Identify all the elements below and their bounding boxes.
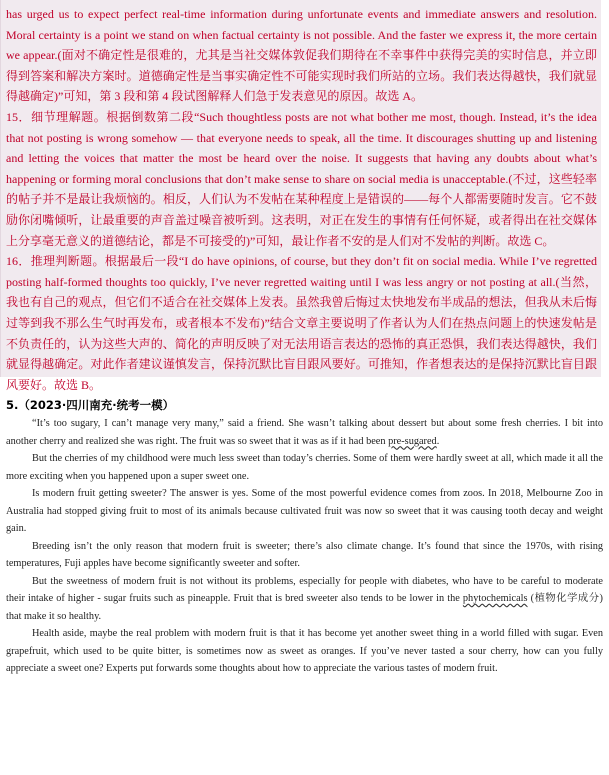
passage-paragraph-5	[6, 573, 603, 626]
answer-explanation-block	[0, 0, 601, 392]
passage-paragraph-6: Health aside, maybe the real problem with modern fruit is that it has become yet another sweet thing in a world filled with sugar. Even grapefruit, which used to be quite bitter, is sometimes now as sweet as oranges. If you’ve never tasted a sour cherry, how can you fully appreciate a sweet one? Experts put forwards some thoughts about how to appreciate the various tastes of modern fruit.	[6, 628, 603, 674]
paragraph-1-end: .	[436, 435, 440, 447]
paragraph-5-text: But the sweetness of modern fruit is not without its problems, especially for people with diabetes, who have to be careful to moderate their intake of higher - sugar fruits such as pineapple. Fruit that is bred sweeter also tends to be lower in the	[6, 575, 603, 604]
explanation-question-14: has urged us to expect perfect real-time information during unfortunate events and immediate answers and resolution. Moral certainty is a point we stand on when factual certainty is not possible. And the faster we express it, the more certain we appear.(面对不确定性是很难的，尤其是当社交媒体敦促我们期待在不幸事件中获得完美的实时信息，并立即得到答案和解决方案时。道德确定性是当事实确定性不可能实现时我们所站的立场。我们表达得越快，我们就显得越确定)”可知，第 3 段和第 4 段试图解释人们急于发表意见的原因。故选 A。	[6, 7, 597, 104]
reading-passage	[6, 396, 603, 678]
question-title: 5.（2023·四川南充·统考一模）	[6, 398, 175, 412]
explanation-question-16: 16．推理判断题。根据最后一段“I do have opinions, of course, but they don’t fit on social media. While I’ve regretted posting half-formed thoughts too quickly, I’ve never regretted waiting until I was less angry or not posting at all.(当然，我也有自己的观点，但它们不适合在社交媒体上发表。虽然我曾后悔过太快地发布半成品的想法，但我从未后悔过等到我不那么生气时再发布，或者根本不发布)”结合文章主要说明了作者认为人们在热点问题上的快速发帖是不负责任的，认为这些大声的、简化的声明反映了对无法用语言表达的恐怖的真正恐惧，我们表达得越快，我们就显得越确定。对此作者建议谨慎发言，保持沉默比盲目跟风要好。可推知，作者想表达的是保持沉默比盲目跟风要好。故选 B。	[6, 254, 597, 392]
underlined-word-pre-sugared: pre-sugared	[388, 435, 437, 447]
passage-paragraph-4: Breeding isn’t the only reason that modern fruit is sweeter; there’s also climate change. It’s found that since the 1970s, with rising temperatures, Fuji apples have become significantly sweeter and softer.	[6, 540, 603, 569]
passage-paragraph-3: Is modern fruit getting sweeter? The answer is yes. Some of the most powerful evidence comes from zoos. In 2018, Melbourne Zoo in Australia had stopped giving fruit to most of its animals because cultivated fruit was now so sweet that it was causing tooth decay and weight gain.	[6, 488, 603, 534]
paragraph-5-end: (植物化学成分) that make it so healthy.	[6, 593, 603, 622]
underlined-word-phytochemicals: phytochemicals	[462, 593, 528, 604]
paragraph-1-text: “It’s too sugary, I can’t manage very many,” said a friend. She wasn’t talking about dessert but about some fresh cherries. I bit into another cherry and realized she was right. The fruit was so sweet that it was as if it had been	[6, 418, 603, 447]
passage-paragraph-2: But the cherries of my childhood were much less sweet than today’s cherries. Some of them were hardly sweet at all, which made it all the more exciting when you happened upon a super sweet one.	[6, 453, 603, 482]
explanation-question-15: 15．细节理解题。根据倒数第二段“Such thoughtless posts are not what bother me most, though. Instead, it’s the idea that not posting is wrong somehow — that everyone needs to speak, all the time. It discourages shutting up and listening and letting the voices that matter the most be heard over the noise. It suggests that having any doubts about what’s happening or forming moral conclusions that don’t make sense to share on social media is unacceptable.(不过，这些轻率的帖子并不是最让我烦恼的。相反，人们认为不发帖在某种程度上是错误的——每个人都需要随时发言。它不鼓励你闭嘴倾听，让最重要的声音盖过噪音被听到。这表明，对正在发生的事情有任何怀疑，或者得出在社交媒体上分享毫无意义的道德结论，都是不可接受的)”可知，最让作者不安的是人们对不发帖的判断。故选 C。	[6, 109, 597, 248]
passage-paragraph-1	[6, 415, 603, 450]
